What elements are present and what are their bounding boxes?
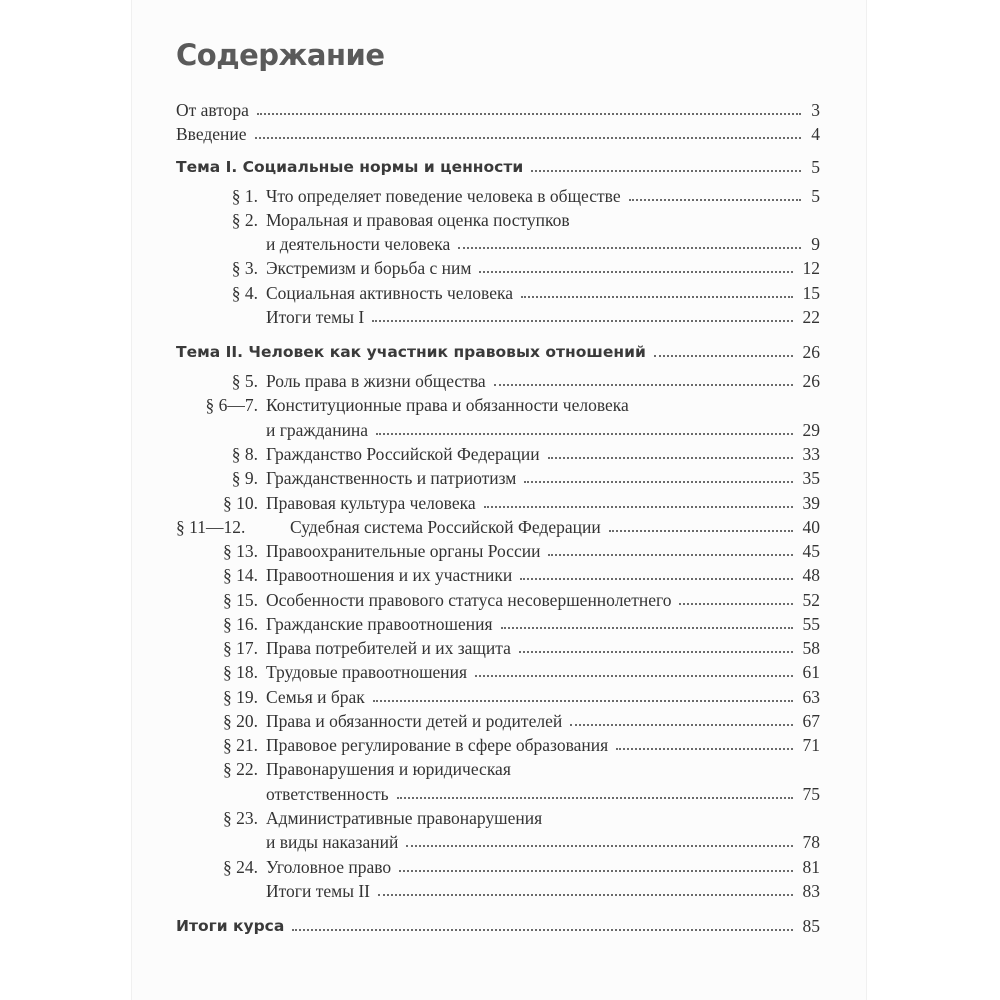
toc-topic-line: [176, 155, 820, 179]
toc-page-number: 9: [811, 234, 820, 254]
toc-line: [176, 757, 820, 781]
dot-leader: [406, 845, 792, 847]
toc-line: [176, 393, 820, 417]
toc-section-number: § 18.: [223, 662, 258, 682]
dot-leader: [494, 384, 793, 386]
toc-page-number: 55: [802, 614, 820, 634]
toc-line: [176, 660, 820, 684]
toc-entry-title: Правовая культура человека: [266, 493, 476, 513]
dot-leader: [458, 247, 801, 249]
dot-leader: [373, 700, 793, 702]
toc-line: [176, 733, 820, 757]
toc-line: [176, 588, 820, 612]
dot-leader: [570, 724, 792, 726]
toc-line: [176, 709, 820, 733]
toc-entry-title: Гражданство Российской Федерации: [266, 444, 540, 464]
dot-leader: [378, 894, 792, 896]
toc-section-number: § 6—7.: [205, 395, 258, 415]
toc-topic-title: Тема II. Человек как участник правовых отношений: [176, 343, 646, 361]
toc-entry-title: и деятельности человека: [266, 234, 451, 254]
toc-page-number: 45: [802, 541, 820, 561]
toc-section-number: § 2.: [231, 210, 258, 230]
toc-line: [176, 855, 820, 879]
toc-page-number: 26: [802, 342, 820, 362]
toc-line: [176, 208, 820, 232]
toc-page-number: 85: [802, 916, 820, 936]
toc-section-number: § 16.: [223, 614, 258, 634]
toc-section-number: § 22.: [223, 759, 258, 779]
dot-leader: [397, 797, 793, 799]
toc-page-number: 78: [802, 832, 820, 852]
page-title: Содержание: [176, 38, 385, 72]
toc-entry-title: Уголовное право: [266, 857, 392, 877]
dot-leader: [616, 748, 792, 750]
toc-section-number: § 5.: [231, 371, 258, 391]
dot-leader: [376, 433, 792, 435]
toc-entry-title: Административные правонарушения: [266, 808, 543, 828]
toc-page-number: 81: [802, 857, 820, 877]
toc-line: [176, 98, 820, 122]
toc-entry-title: Правоохранительные органы России: [266, 541, 541, 561]
toc-entry-title: Судебная система Российской Федерации: [290, 517, 601, 537]
toc-line: [176, 806, 820, 830]
toc-line: [176, 782, 820, 806]
toc-section-number: § 14.: [223, 565, 258, 585]
toc-page-number: 35: [802, 468, 820, 488]
toc-section-number: § 24.: [223, 857, 258, 877]
toc-line: [176, 685, 820, 709]
toc-topic-line: [176, 340, 820, 364]
toc-page-number: 29: [802, 420, 820, 440]
toc-page-number: 3: [811, 100, 820, 120]
toc-page-number: 33: [802, 444, 820, 464]
toc-line: [176, 515, 820, 539]
toc-page-number: 5: [811, 157, 820, 177]
toc-page-number: 71: [802, 735, 820, 755]
toc-entry-title: От автора: [176, 100, 249, 120]
toc-entry-title: Итоги темы I: [266, 307, 365, 327]
toc-entry-title: Гражданственность и патриотизм: [266, 468, 517, 488]
toc-entry-title: Правоотношения и их участники: [266, 565, 513, 585]
toc-page-number: 26: [802, 371, 820, 391]
toc-line: [176, 369, 820, 393]
toc-page-number: 15: [802, 283, 820, 303]
dot-leader: [521, 296, 793, 298]
toc-page-number: 52: [802, 590, 820, 610]
dot-leader: [399, 870, 792, 872]
toc-line: [176, 232, 820, 256]
dot-leader: [609, 530, 793, 532]
toc-entry-title: Правонарушения и юридическая: [266, 759, 511, 779]
toc-page-number: 48: [802, 565, 820, 585]
toc-entry-title: Семья и брак: [266, 687, 365, 707]
toc-entry-title: Конституционные права и обязанности человека: [266, 395, 629, 415]
toc-section-number: § 20.: [223, 711, 258, 731]
dot-leader: [257, 113, 801, 115]
toc-entry-title: ответственность: [266, 784, 389, 804]
dot-leader: [548, 554, 792, 556]
toc-entry-title: и гражданина: [266, 420, 369, 440]
dot-leader: [524, 481, 792, 483]
dot-leader: [531, 170, 801, 172]
toc-page-number: 5: [811, 186, 820, 206]
toc-entry-title: и виды наказаний: [266, 832, 399, 852]
toc-line: [176, 418, 820, 442]
dot-leader: [548, 457, 793, 459]
toc-section-number: § 15.: [223, 590, 258, 610]
toc-section-number: § 21.: [223, 735, 258, 755]
dot-leader: [501, 627, 793, 629]
dot-leader: [519, 651, 793, 653]
toc-line: [176, 466, 820, 490]
toc-topic-title: Тема I. Социальные нормы и ценности: [176, 158, 524, 176]
toc-page-number: 61: [802, 662, 820, 682]
toc-section-number: § 23.: [223, 808, 258, 828]
dot-leader: [654, 355, 793, 357]
dot-leader: [520, 578, 792, 580]
toc-section-number: § 11—12.: [176, 517, 246, 537]
toc-section-number: § 9.: [231, 468, 258, 488]
toc-entry-title: Гражданские правоотношения: [266, 614, 493, 634]
toc-line: [176, 305, 820, 329]
toc-line: [176, 256, 820, 280]
toc-page-number: 40: [802, 517, 820, 537]
toc-topic-title: Итоги курса: [176, 917, 285, 935]
toc-section-number: § 19.: [223, 687, 258, 707]
toc-entry-title: Экстремизм и борьба с ним: [266, 258, 472, 278]
toc-entry-title: Что определяет поведение человека в обществе: [266, 186, 621, 206]
toc-line: [176, 184, 820, 208]
toc-line: [176, 612, 820, 636]
dot-leader: [679, 603, 792, 605]
toc-entry-title: Особенности правового статуса несовершеннолетнего: [266, 590, 672, 610]
toc-line: [176, 491, 820, 515]
toc-page-number: 39: [802, 493, 820, 513]
toc-line: [176, 563, 820, 587]
toc-page-number: 58: [802, 638, 820, 658]
toc-section-number: § 1.: [231, 186, 258, 206]
toc-section-number: § 8.: [231, 444, 258, 464]
toc-line: [176, 442, 820, 466]
dot-leader: [372, 320, 792, 322]
toc-entry-title: Права потребителей и их защита: [266, 638, 511, 658]
toc-line: [176, 636, 820, 660]
toc-entry-title: Трудовые правоотношения: [266, 662, 468, 682]
toc-entry-title: Роль права в жизни общества: [266, 371, 486, 391]
toc-page-number: 83: [802, 881, 820, 901]
toc-page-number: 12: [802, 258, 820, 278]
toc-entry-title: Итоги темы II: [266, 881, 371, 901]
toc-section-number: § 4.: [231, 283, 258, 303]
toc-line: [176, 122, 820, 146]
toc-page-number: 75: [802, 784, 820, 804]
toc-section-number: § 10.: [223, 493, 258, 513]
dot-leader: [255, 137, 802, 139]
toc-entry-title: Моральная и правовая оценка поступков: [266, 210, 570, 230]
toc-entry-title: Введение: [176, 124, 247, 144]
toc-entry-title: Права и обязанности детей и родителей: [266, 711, 563, 731]
toc-line: [176, 539, 820, 563]
toc-page-number: 4: [811, 124, 820, 144]
toc-page-number: 63: [802, 687, 820, 707]
dot-leader: [475, 675, 792, 677]
toc-entry-title: Социальная активность человека: [266, 283, 513, 303]
toc-section-number: § 3.: [231, 258, 258, 278]
toc-entry-title: Правовое регулирование в сфере образования: [266, 735, 609, 755]
dot-leader: [484, 506, 793, 508]
dot-leader: [292, 929, 792, 931]
toc-line: [176, 879, 820, 903]
dot-leader: [629, 199, 802, 201]
toc-line: [176, 281, 820, 305]
toc-topic-line: [176, 914, 820, 938]
dot-leader: [479, 271, 792, 273]
toc-page-number: 67: [802, 711, 820, 731]
toc-section-number: § 13.: [223, 541, 258, 561]
toc-section-number: § 17.: [223, 638, 258, 658]
toc-line: [176, 830, 820, 854]
toc-page-number: 22: [802, 307, 820, 327]
